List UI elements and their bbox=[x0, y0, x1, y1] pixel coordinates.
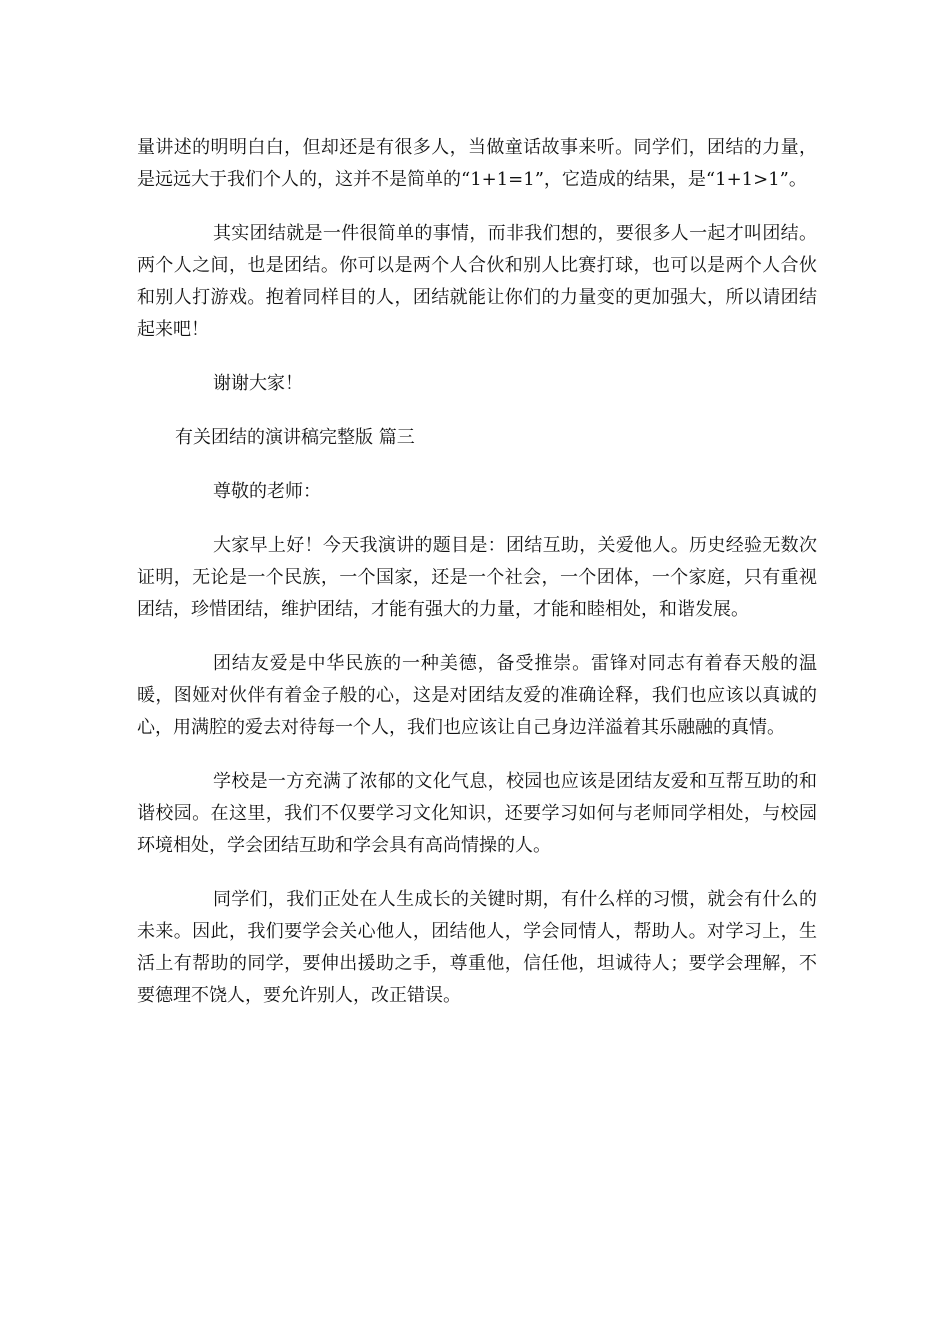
paragraph-2: 其实团结就是一件很简单的事情，而非我们想的，要很多人一起才叫团结。两个人之间，也是团结。你可以是两个人合伙和别人比赛打球，也可以是两个人合伙和别人打游戏。抱着同样目的人，团结就能让你们的力量变的更加强大，所以请团结起来吧！ bbox=[137, 223, 817, 340]
section-title: 有关团结的演讲稿完整版 篇三 bbox=[175, 427, 415, 448]
paragraph-4: 团结友爱是中华民族的一种美德，备受推崇。雷锋对同志有着春天般的温暖，图娅对伙伴有着金子般的心，这是对团结友爱的准确诠释，我们也应该以真诚的心，用满腔的爱去对待每一个人，我们也应该让自己身边洋溢着其乐融融的真情。 bbox=[137, 653, 817, 738]
salutation: 尊敬的老师： bbox=[213, 481, 321, 502]
document-body bbox=[137, 132, 817, 1034]
paragraph-1: 量讲述的明明白白，但却还是有很多人，当做童话故事来听。同学们，团结的力量，是远远大于我们个人的，这并不是简单的“1+1=1”，它造成的结果，是“1+1>1”。 bbox=[137, 137, 817, 190]
paragraph-6: 同学们，我们正处在人生成长的关键时期，有什么样的习惯，就会有什么的未来。因此，我们要学会关心他人，团结他人，学会同情人，帮助人。对学习上，生活上有帮助的同学，要伸出援助之手，尊重他，信任他，坦诚待人；要学会理解，不要德理不饶人，要允许别人，改正错误。 bbox=[137, 889, 817, 1006]
closing-thanks: 谢谢大家！ bbox=[213, 373, 303, 394]
paragraph-3: 大家早上好！今天我演讲的题目是：团结互助，关爱他人。历史经验无数次证明，无论是一个民族，一个国家，还是一个社会，一个团体，一个家庭，只有重视团结，珍惜团结，维护团结，才能有强大的力量，才能和睦相处，和谐发展。 bbox=[137, 535, 817, 620]
paragraph-5: 学校是一方充满了浓郁的文化气息，校园也应该是团结友爱和互帮互助的和谐校园。在这里，我们不仅要学习文化知识，还要学习如何与老师同学相处，与校园环境相处，学会团结互助和学会具有高尚情操的人。 bbox=[137, 771, 817, 856]
